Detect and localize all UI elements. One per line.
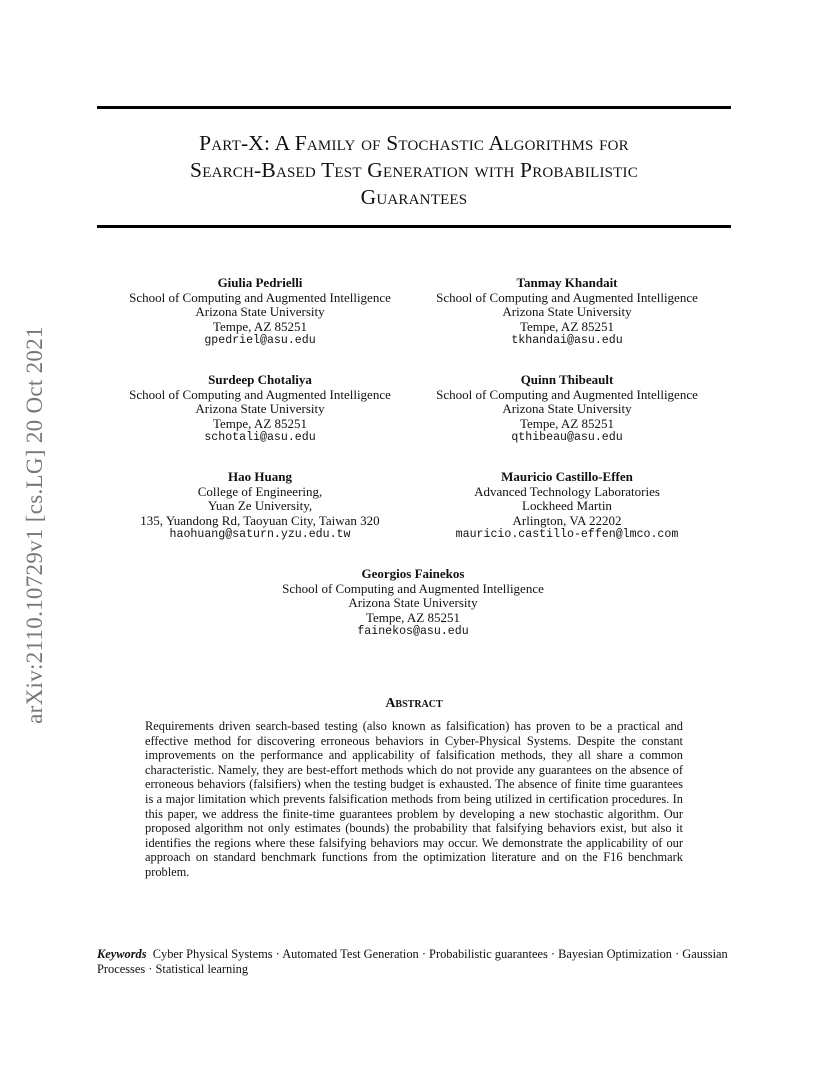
author-affiliation: Arizona State University	[195, 304, 325, 320]
paper-title	[97, 130, 731, 211]
author-name: Hao Huang	[228, 469, 292, 484]
author-affiliation: School of Computing and Augmented Intelligence	[129, 289, 391, 305]
author-affiliation: Arizona State University	[348, 595, 478, 611]
author-name: Tanmay Khandait	[516, 275, 618, 290]
author-name: Georgios Fainekos	[361, 566, 465, 581]
abstract-heading: Abstract	[385, 696, 443, 711]
author-email[interactable]: fainekos@asu.edu	[357, 625, 469, 639]
author-block-pedrielli	[124, 276, 396, 349]
title-bottom-rule	[97, 225, 731, 228]
author-address: Tempe, AZ 85251	[212, 318, 308, 334]
author-address: Arlington, VA 22202	[512, 512, 622, 528]
author-affiliation: College of Engineering,	[197, 483, 323, 499]
author-block-huang	[124, 470, 396, 543]
author-affiliation: Advanced Technology Laboratories	[474, 483, 660, 499]
author-address: Tempe, AZ 85251	[365, 609, 461, 625]
author-affiliation: School of Computing and Augmented Intelligence	[436, 289, 698, 305]
author-affiliation: School of Computing and Augmented Intelligence	[282, 580, 544, 596]
author-block-chotaliya	[124, 373, 396, 446]
author-block-castillo-effen	[431, 470, 703, 543]
author-name: Surdeep Chotaliya	[208, 372, 312, 387]
author-address: Tempe, AZ 85251	[519, 318, 615, 334]
author-address: 135, Yuandong Rd, Taoyuan City, Taiwan 320	[140, 512, 380, 528]
keywords-text: Cyber Physical Systems · Automated Test Generation · Probabilistic guarantees · Bayesian Optimization · Gaussian Processes · Statistical learning	[97, 947, 728, 976]
author-affiliation: School of Computing and Augmented Intelligence	[129, 386, 391, 402]
author-block-fainekos	[277, 567, 549, 640]
author-affiliation: Arizona State University	[502, 304, 632, 320]
author-affiliation: School of Computing and Augmented Intelligence	[436, 386, 698, 402]
author-email[interactable]: tkhandai@asu.edu	[511, 334, 623, 348]
keywords-line	[97, 947, 733, 977]
author-email[interactable]: haohuang@saturn.yzu.edu.tw	[169, 528, 351, 542]
title-line-1: Part-X: A Family of Stochastic Algorithms for	[199, 131, 629, 155]
author-name: Mauricio Castillo-Effen	[501, 469, 633, 484]
title-line-3: Guarantees	[360, 185, 468, 209]
author-email[interactable]: qthibeau@asu.edu	[511, 431, 623, 445]
author-email[interactable]: mauricio.castillo-effen@lmco.com	[455, 528, 679, 542]
title-line-2: Search-Based Test Generation with Probabilistic	[190, 158, 638, 182]
abstract-body: Requirements driven search-based testing (also known as falsification) has proven to be a practical and effective method for discovering erroneous behaviors in Cyber-Physical Systems. Despite the constant improvements on the performance and applicability of falsification methods, they all share a common characteristic. Namely, they are best-effort methods which do not provide any guarantees on the absence of erroneous behaviors (falsifiers) when the testing budget is exhausted. The absence of finite time guarantees is a major limitation which prevents falsification methods from being utilized in certification procedures. In this paper, we address the finite-time guarantees problem by developing a new stochastic algorithm. Our proposed algorithm not only estimates (bounds) the probability that falsifying behaviors exist, but also it identifies the regions where these falsifying behaviors may occur. We demonstrate the applicability of our approach on standard benchmark functions from the optimization literature and on the F16 benchmark problem.	[145, 719, 683, 879]
author-affiliation: Yuan Ze University,	[207, 498, 313, 514]
author-address: Tempe, AZ 85251	[212, 415, 308, 431]
author-affiliation: Lockheed Martin	[522, 498, 612, 514]
arxiv-sidebar-stamp	[0, 290, 70, 760]
arxiv-id-text: arXiv:2110.10729v1 [cs.LG] 20 Oct 2021	[22, 326, 47, 724]
author-affiliation: Arizona State University	[195, 401, 325, 417]
keywords-label: Keywords	[97, 947, 147, 961]
author-name: Quinn Thibeault	[520, 372, 614, 387]
author-block-khandait	[431, 276, 703, 349]
author-block-thibeault	[431, 373, 703, 446]
author-address: Tempe, AZ 85251	[519, 415, 615, 431]
author-name: Giulia Pedrielli	[217, 275, 303, 290]
author-email[interactable]: gpedriel@asu.edu	[204, 334, 316, 348]
title-top-rule	[97, 106, 731, 109]
author-email[interactable]: schotali@asu.edu	[204, 431, 316, 445]
author-affiliation: Arizona State University	[502, 401, 632, 417]
